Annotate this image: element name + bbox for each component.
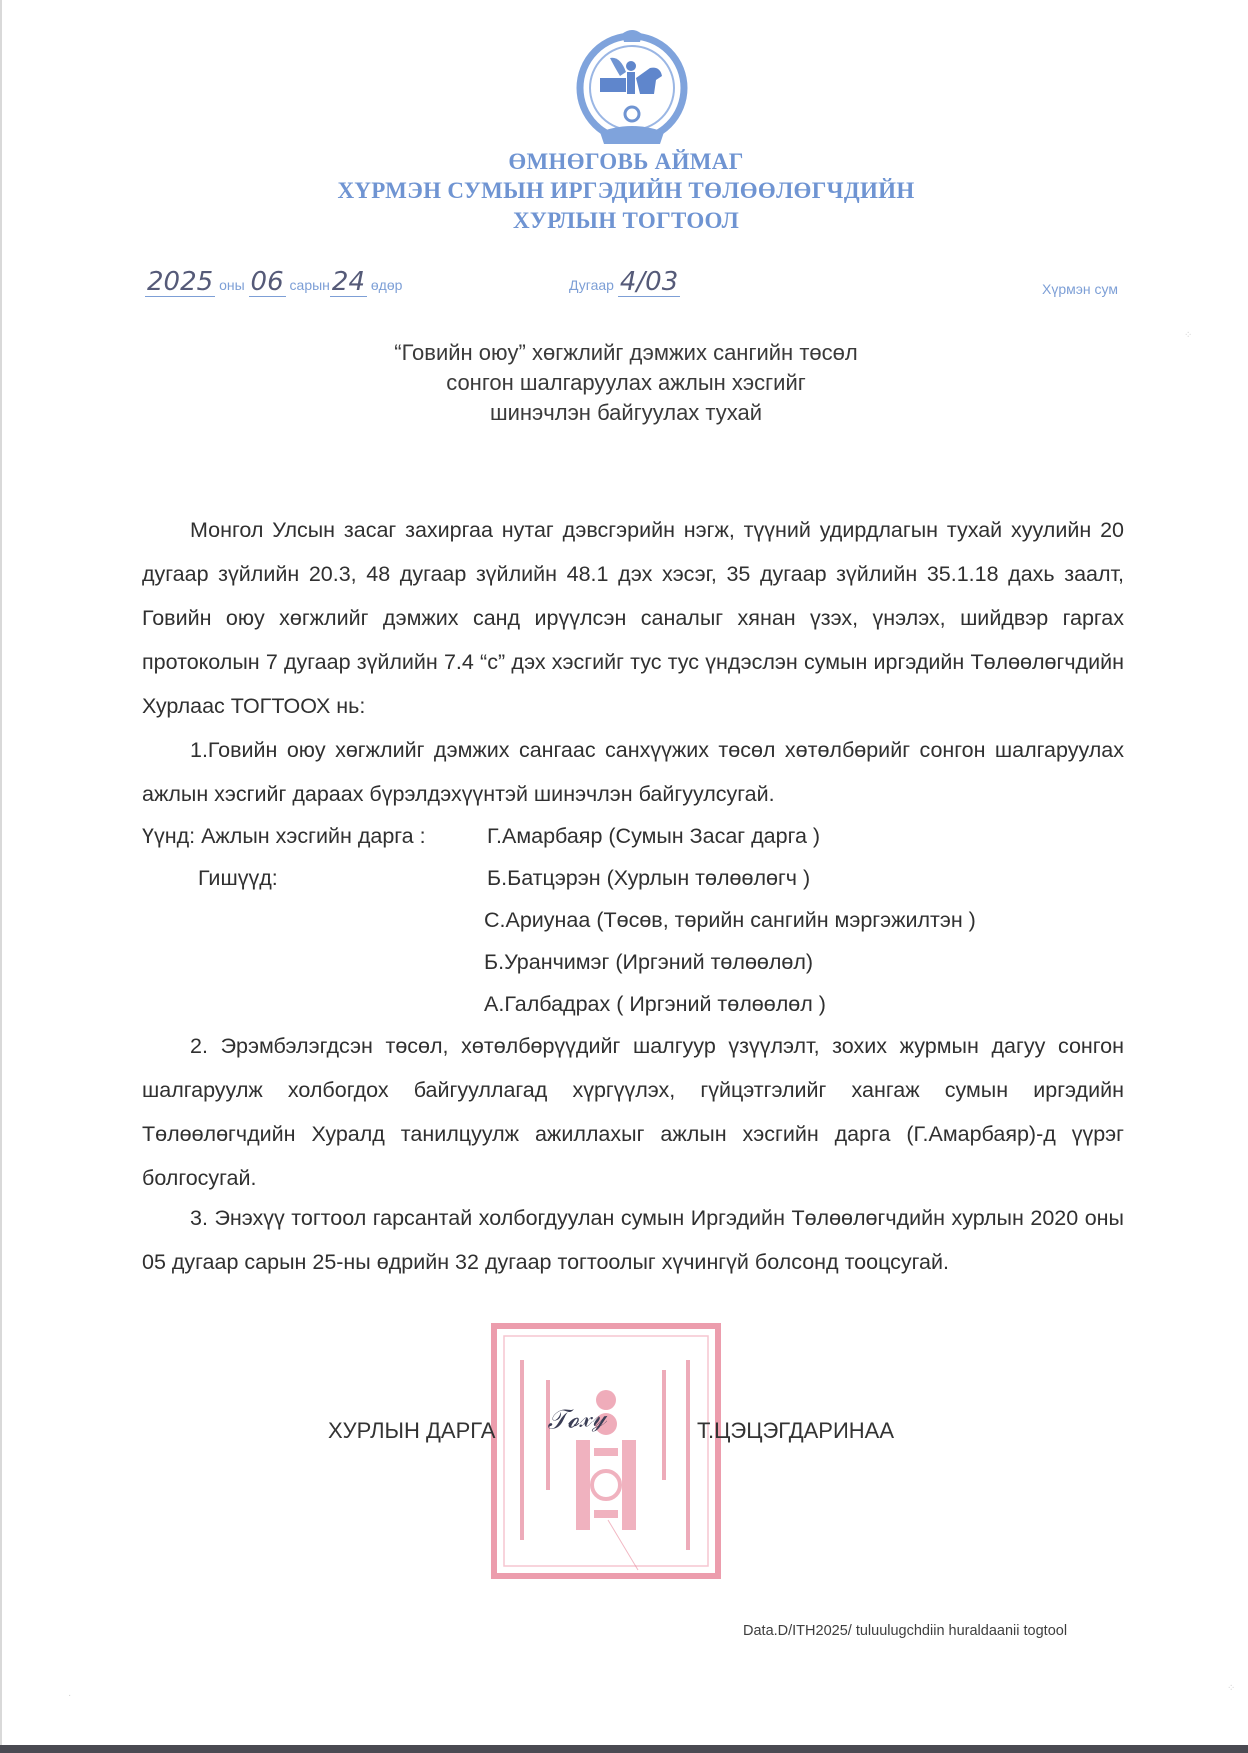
date-month: 06: [250, 267, 284, 297]
item-3-paragraph: [142, 1196, 1124, 1284]
date-year: 2025: [147, 267, 214, 297]
place-label: Хүрмэн сум: [1042, 281, 1118, 297]
state-emblem-icon: [570, 28, 694, 152]
member-name: А.Галбадрах ( Иргэний төлөөлөл ): [484, 992, 826, 1016]
resolution-title: [2, 338, 1248, 428]
council-name: ХҮРМЭН СУМЫН ИРГЭДИЙН ТӨЛӨӨЛӨГЧДИЙН: [337, 178, 915, 203]
aimag-name: ӨМНӨГОВЬ АЙМАГ: [508, 149, 744, 174]
members-label: Гишүүд:: [198, 866, 278, 890]
number-label: Дугаар: [569, 277, 614, 293]
item-2-text: 2. Эрэмбэлэгдсэн төсөл, хөтөлбөрүүдийг шалгуур үзүүлэлт, зохих журмын дагуу сонгон шалгаруулж холбогдох байгууллагад хүргүүлэх, гүйцэтгэлийг хангаж сумын иргэдийн Төлөөлөгчдийн Хуралд танилцуулж ажиллахыг ажлын хэсгийн дарга (Г.Амарбаяр)-д үүрэг болгосугай.: [142, 1034, 1124, 1190]
signatory-title: ХУРЛЫН ДАРГА: [328, 1418, 496, 1443]
scan-speck: ⁘: [1227, 1683, 1236, 1694]
scan-bottom-edge: [0, 1745, 1248, 1753]
title-line-3: шинэчлэн байгуулах тухай: [489, 400, 763, 425]
item-3-text: 3. Энэхүү тогтоол гарсантай холбогдуулан сумын Иргэдийн Төлөөлөгчдийн хурлын 2020 оны 05 дугаар сарын 25-ны өдрийн 32 дугаар тогтоолыг хүчингүй болсонд тооцсугай.: [142, 1206, 1124, 1274]
chair-name: Г.Амарбаяр (Сумын Засаг дарга ): [487, 824, 821, 848]
preamble-paragraph: [142, 508, 1124, 728]
date-field: [145, 268, 402, 297]
date-month-label: сарын: [289, 277, 330, 293]
document-type: ХУРЛЫН ТОГТООЛ: [512, 208, 740, 233]
member-name: С.Ариунаа (Төсөв, төрийн сангийн мэргэжилтэн ): [484, 908, 976, 932]
resolution-number: 4/03: [619, 267, 679, 297]
scan-speck: ·: [68, 1690, 72, 1701]
handwritten-signature: 𝒯𝓸𝓍𝓎: [545, 1401, 608, 1437]
member-name: Б.Батцэрэн (Хурлын төлөөлөгч ): [487, 866, 811, 890]
item-2-paragraph: [142, 1024, 1124, 1200]
signatory-name: Т.ЦЭЦЭГДАРИНАА: [697, 1418, 895, 1443]
item-1-paragraph: [142, 728, 1124, 816]
official-seal-icon: [488, 1320, 724, 1582]
title-line-1: “Говийн оюу” хөгжлийг дэмжих сангийн төсөл: [394, 340, 858, 365]
file-reference: Data.D/ITH2025/ tuluulugchdiin huraldaanii togtool: [743, 1623, 1068, 1639]
date-day: 24: [331, 267, 365, 297]
number-field: [569, 268, 680, 297]
item-1-text: 1.Говийн оюу хөгжлийг дэмжих сангаас санхүүжих төсөл хөтөлбөрийг сонгон шалгаруулах ажлын хэсгийг дараах бүрэлдэхүүнтэй шинэчлэн байгуулсугай.: [142, 738, 1124, 806]
scan-speck: ⁘: [1184, 330, 1193, 341]
preamble-text: Монгол Улсын засаг захиргаа нутаг дэвсгэрийн нэгж, түүний удирдлагын тухай хуулийн 20 дугаар зүйлийн 20.3, 48 дугаар зүйлийн 48.1 дэх хэсэг, 35 дугаар зүйлийн 35.1.18 дахь заалт, Говийн оюу хөгжлийг дэмжих санд ирүүлсэн саналыг хянан үзэх, үнэлэх, шийдвэр гаргах протоколын 7 дугаар зүйлийн 7.4 “с” дэх хэсгийг тус тус үндэслэн сумын иргэдийн Төлөөлөгчдийн Хурлаас ТОГТООХ нь:: [142, 518, 1124, 718]
chair-label: Үүнд: Ажлын хэсгийн дарга :: [142, 824, 426, 848]
date-year-label: оны: [219, 277, 245, 293]
member-name: Б.Уранчимэг (Иргэний төлөөлөл): [484, 950, 814, 974]
title-line-2: сонгон шалгаруулах ажлын хэсгийг: [446, 370, 806, 395]
date-day-label: өдөр: [370, 277, 403, 293]
